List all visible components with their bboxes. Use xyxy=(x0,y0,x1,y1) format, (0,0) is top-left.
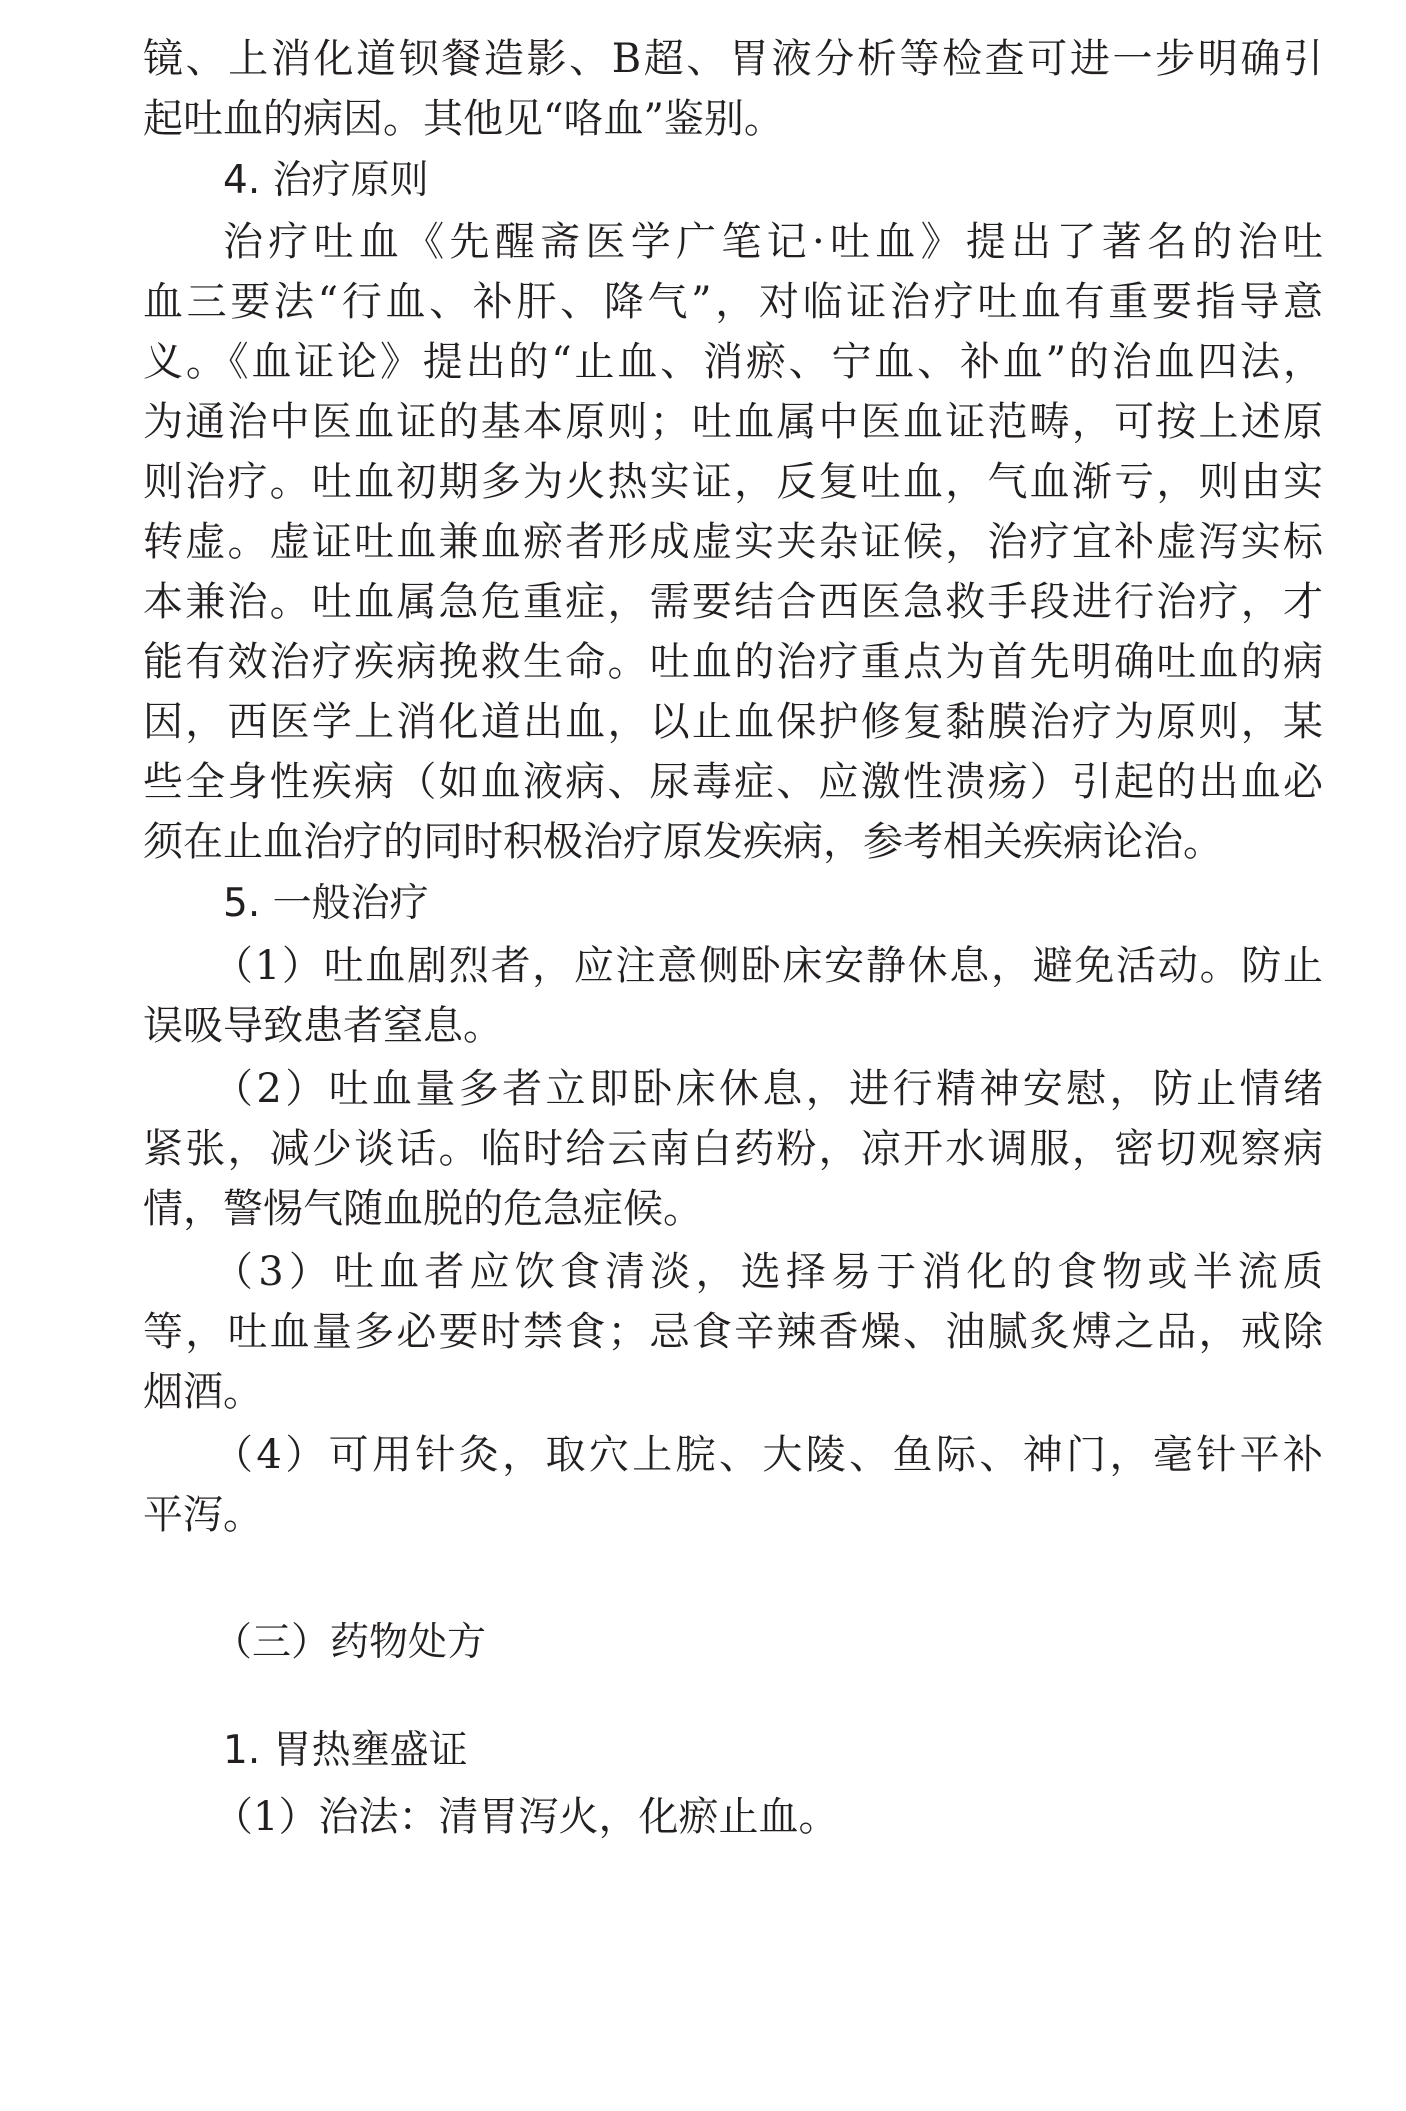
list-item-line: 平泻。 xyxy=(143,1492,263,1538)
paragraph-line: 须在止血治疗的同时积极治疗原发疾病，参考相关疾病论治。 xyxy=(143,819,1223,865)
paragraph-line: 些全身性疾病（如血液病、尿毒症、应激性溃疡）引起的出血必 xyxy=(143,759,1323,805)
section-heading-treatment-principles: 4. 治疗原则 xyxy=(223,158,429,203)
paragraph-line: 起吐血的病因。其他见“咯血”鉴别。 xyxy=(143,96,784,142)
list-item-line: （4）可用针灸，取穴上脘、大陵、鱼际、神门，毫针平补 xyxy=(213,1432,1323,1478)
list-item-line: （1）治法：清胃泻火，化瘀止血。 xyxy=(213,1794,839,1840)
list-item-line: （1）吐血剧烈者，应注意侧卧床安静休息，避免活动。防止 xyxy=(213,943,1323,989)
paragraph-line: 义。《血证论》提出的“止血、消瘀、宁血、补血”的治血四法， xyxy=(143,339,1323,385)
section-heading-general-treatment: 5. 一般治疗 xyxy=(223,881,429,926)
paragraph-line: 能有效治疗疾病挽救生命。吐血的治疗重点为首先明确吐血的病 xyxy=(143,639,1323,685)
paragraph-line: 为通治中医血证的基本原则；吐血属中医血证范畴，可按上述原 xyxy=(143,399,1323,445)
subsection-heading-stomach-heat: 1. 胃热壅盛证 xyxy=(223,1728,468,1773)
list-item-line: 紧张，减少谈话。临时给云南白药粉，凉开水调服，密切观察病 xyxy=(143,1126,1323,1172)
list-item-line: 等，吐血量多必要时禁食；忌食辛辣香燥、油腻炙煿之品，戒除 xyxy=(143,1309,1323,1355)
list-item-line: （3）吐血者应饮食清淡，选择易于消化的食物或半流质 xyxy=(213,1249,1323,1295)
paragraph-line: 转虚。虚证吐血兼血瘀者形成虚实夹杂证候，治疗宜补虚泻实标 xyxy=(143,519,1323,565)
paragraph-line: 镜、上消化道钡餐造影、B超、胃液分析等检查可进一步明确引 xyxy=(143,36,1323,82)
list-item-line: （2）吐血量多者立即卧床休息，进行精神安慰，防止情绪 xyxy=(213,1066,1323,1112)
paragraph-line: 本兼治。吐血属急危重症，需要结合西医急救手段进行治疗，才 xyxy=(143,579,1323,625)
paragraph-line: 血三要法“行血、补肝、降气”，对临证治疗吐血有重要指导意 xyxy=(143,279,1323,325)
paragraph-line: 因，西医学上消化道出血，以止血保护修复黏膜治疗为原则，某 xyxy=(143,699,1323,745)
paragraph-line: 则治疗。吐血初期多为火热实证，反复吐血，气血渐亏，则由实 xyxy=(143,459,1323,505)
list-item-line: 烟酒。 xyxy=(143,1369,263,1415)
list-item-line: 情，警惕气随血脱的危急症候。 xyxy=(143,1186,703,1232)
list-item-line: 误吸导致患者窒息。 xyxy=(143,1003,503,1049)
paragraph-line: 治疗吐血《先醒斋医学广笔记·吐血》提出了著名的治吐 xyxy=(223,219,1323,265)
section-heading-prescriptions: （三）药物处方 xyxy=(213,1620,487,1665)
